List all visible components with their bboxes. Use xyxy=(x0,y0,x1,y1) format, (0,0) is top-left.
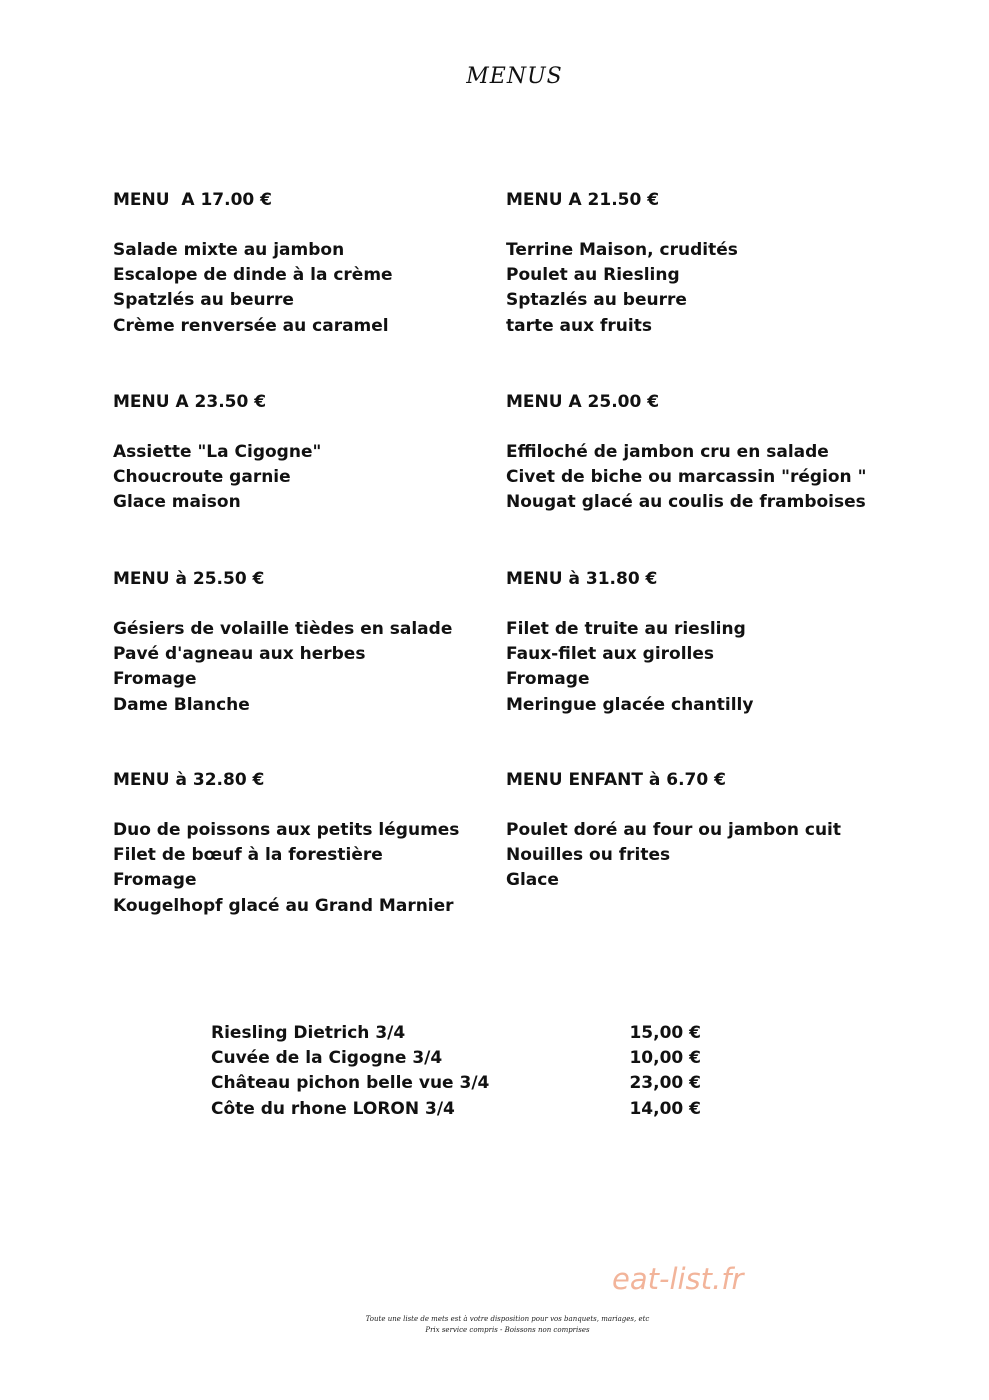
menu-item: Terrine Maison, crudités xyxy=(506,240,738,260)
wine-row xyxy=(211,1021,701,1046)
menu-block-25-00 xyxy=(506,390,886,516)
wine-row xyxy=(211,1046,701,1071)
menu-item: Filet de truite au riesling xyxy=(506,619,746,639)
wine-price: 14,00 € xyxy=(629,1098,701,1119)
menu-item: Glace maison xyxy=(113,492,241,513)
menu-heading: MENU A 17.00 € xyxy=(113,190,272,210)
menu-block-23-50 xyxy=(113,390,493,516)
menu-item: Meringue glacée chantilly xyxy=(506,694,754,715)
menu-block-25-50 xyxy=(113,567,493,718)
wine-row xyxy=(211,1071,701,1096)
menu-item: Duo de poissons aux petits légumes xyxy=(113,820,460,840)
wine-name: Riesling Dietrich 3/4 xyxy=(211,1023,406,1043)
menu-item: Poulet au Riesling xyxy=(506,265,680,286)
page-title: MENUS xyxy=(466,64,563,89)
menu-item: Nouilles ou frites xyxy=(506,845,671,866)
menu-heading: MENU ENFANT à 6.70 € xyxy=(506,770,726,790)
menu-heading: MENU A 23.50 € xyxy=(113,392,267,412)
wine-list xyxy=(211,1021,701,1122)
wine-price: 10,00 € xyxy=(629,1048,701,1069)
menu-item: Salade mixte au jambon xyxy=(113,240,345,260)
menu-item: Fromage xyxy=(506,669,590,690)
menu-item: Pavé d'agneau aux herbes xyxy=(113,644,366,665)
menu-heading: MENU à 32.80 € xyxy=(113,770,265,790)
menu-block-31-80 xyxy=(506,567,886,718)
menu-item: tarte aux fruits xyxy=(506,315,652,336)
watermark-logo: eat-list.fr xyxy=(612,1262,744,1296)
menu-item: Kougelhopf glacé au Grand Marnier xyxy=(113,895,454,916)
wine-price: 23,00 € xyxy=(629,1073,701,1094)
menu-block-enfant xyxy=(506,768,886,894)
wine-name: Cuvée de la Cigogne 3/4 xyxy=(211,1048,443,1069)
menu-item: Civet de biche ou marcassin "région " xyxy=(506,467,867,488)
menu-heading: MENU A 25.00 € xyxy=(506,392,660,412)
menu-item: Spatzlés au beurre xyxy=(113,290,294,311)
menu-item: Sptazlés au beurre xyxy=(506,290,687,311)
menu-item: Glace xyxy=(506,870,559,891)
menu-item: Poulet doré au four ou jambon cuit xyxy=(506,820,842,840)
menu-item: Dame Blanche xyxy=(113,694,250,715)
menu-item: Effiloché de jambon cru en salade xyxy=(506,442,829,462)
wine-price: 15,00 € xyxy=(629,1023,701,1043)
menu-item: Faux-filet aux girolles xyxy=(506,644,715,665)
menu-item: Nougat glacé au coulis de framboises xyxy=(506,492,866,513)
menu-block-17 xyxy=(113,188,493,339)
menu-heading: MENU à 31.80 € xyxy=(506,569,658,589)
menu-item: Fromage xyxy=(113,870,197,891)
menu-item: Fromage xyxy=(113,669,197,690)
wine-name: Château pichon belle vue 3/4 xyxy=(211,1073,490,1094)
menu-heading: MENU à 25.50 € xyxy=(113,569,265,589)
menu-block-21-50 xyxy=(506,188,886,339)
menu-item: Gésiers de volaille tièdes en salade xyxy=(113,619,453,639)
wine-name: Côte du rhone LORON 3/4 xyxy=(211,1098,455,1119)
wine-row xyxy=(211,1097,701,1122)
menu-heading: MENU A 21.50 € xyxy=(506,190,660,210)
menu-item: Choucroute garnie xyxy=(113,467,291,488)
menu-block-32-80 xyxy=(113,768,493,919)
footer-line: Prix service compris - Boissons non comprises xyxy=(425,1326,590,1334)
footer-note xyxy=(13,1314,989,1336)
menu-item: Filet de bœuf à la forestière xyxy=(113,845,383,866)
menu-item: Assiette "La Cigogne" xyxy=(113,442,322,462)
footer-line: Toute une liste de mets est à votre disposition pour vos banquets, mariages, etc xyxy=(365,1315,650,1323)
menu-item: Crème renversée au caramel xyxy=(113,315,389,336)
menu-item: Escalope de dinde à la crème xyxy=(113,265,393,286)
